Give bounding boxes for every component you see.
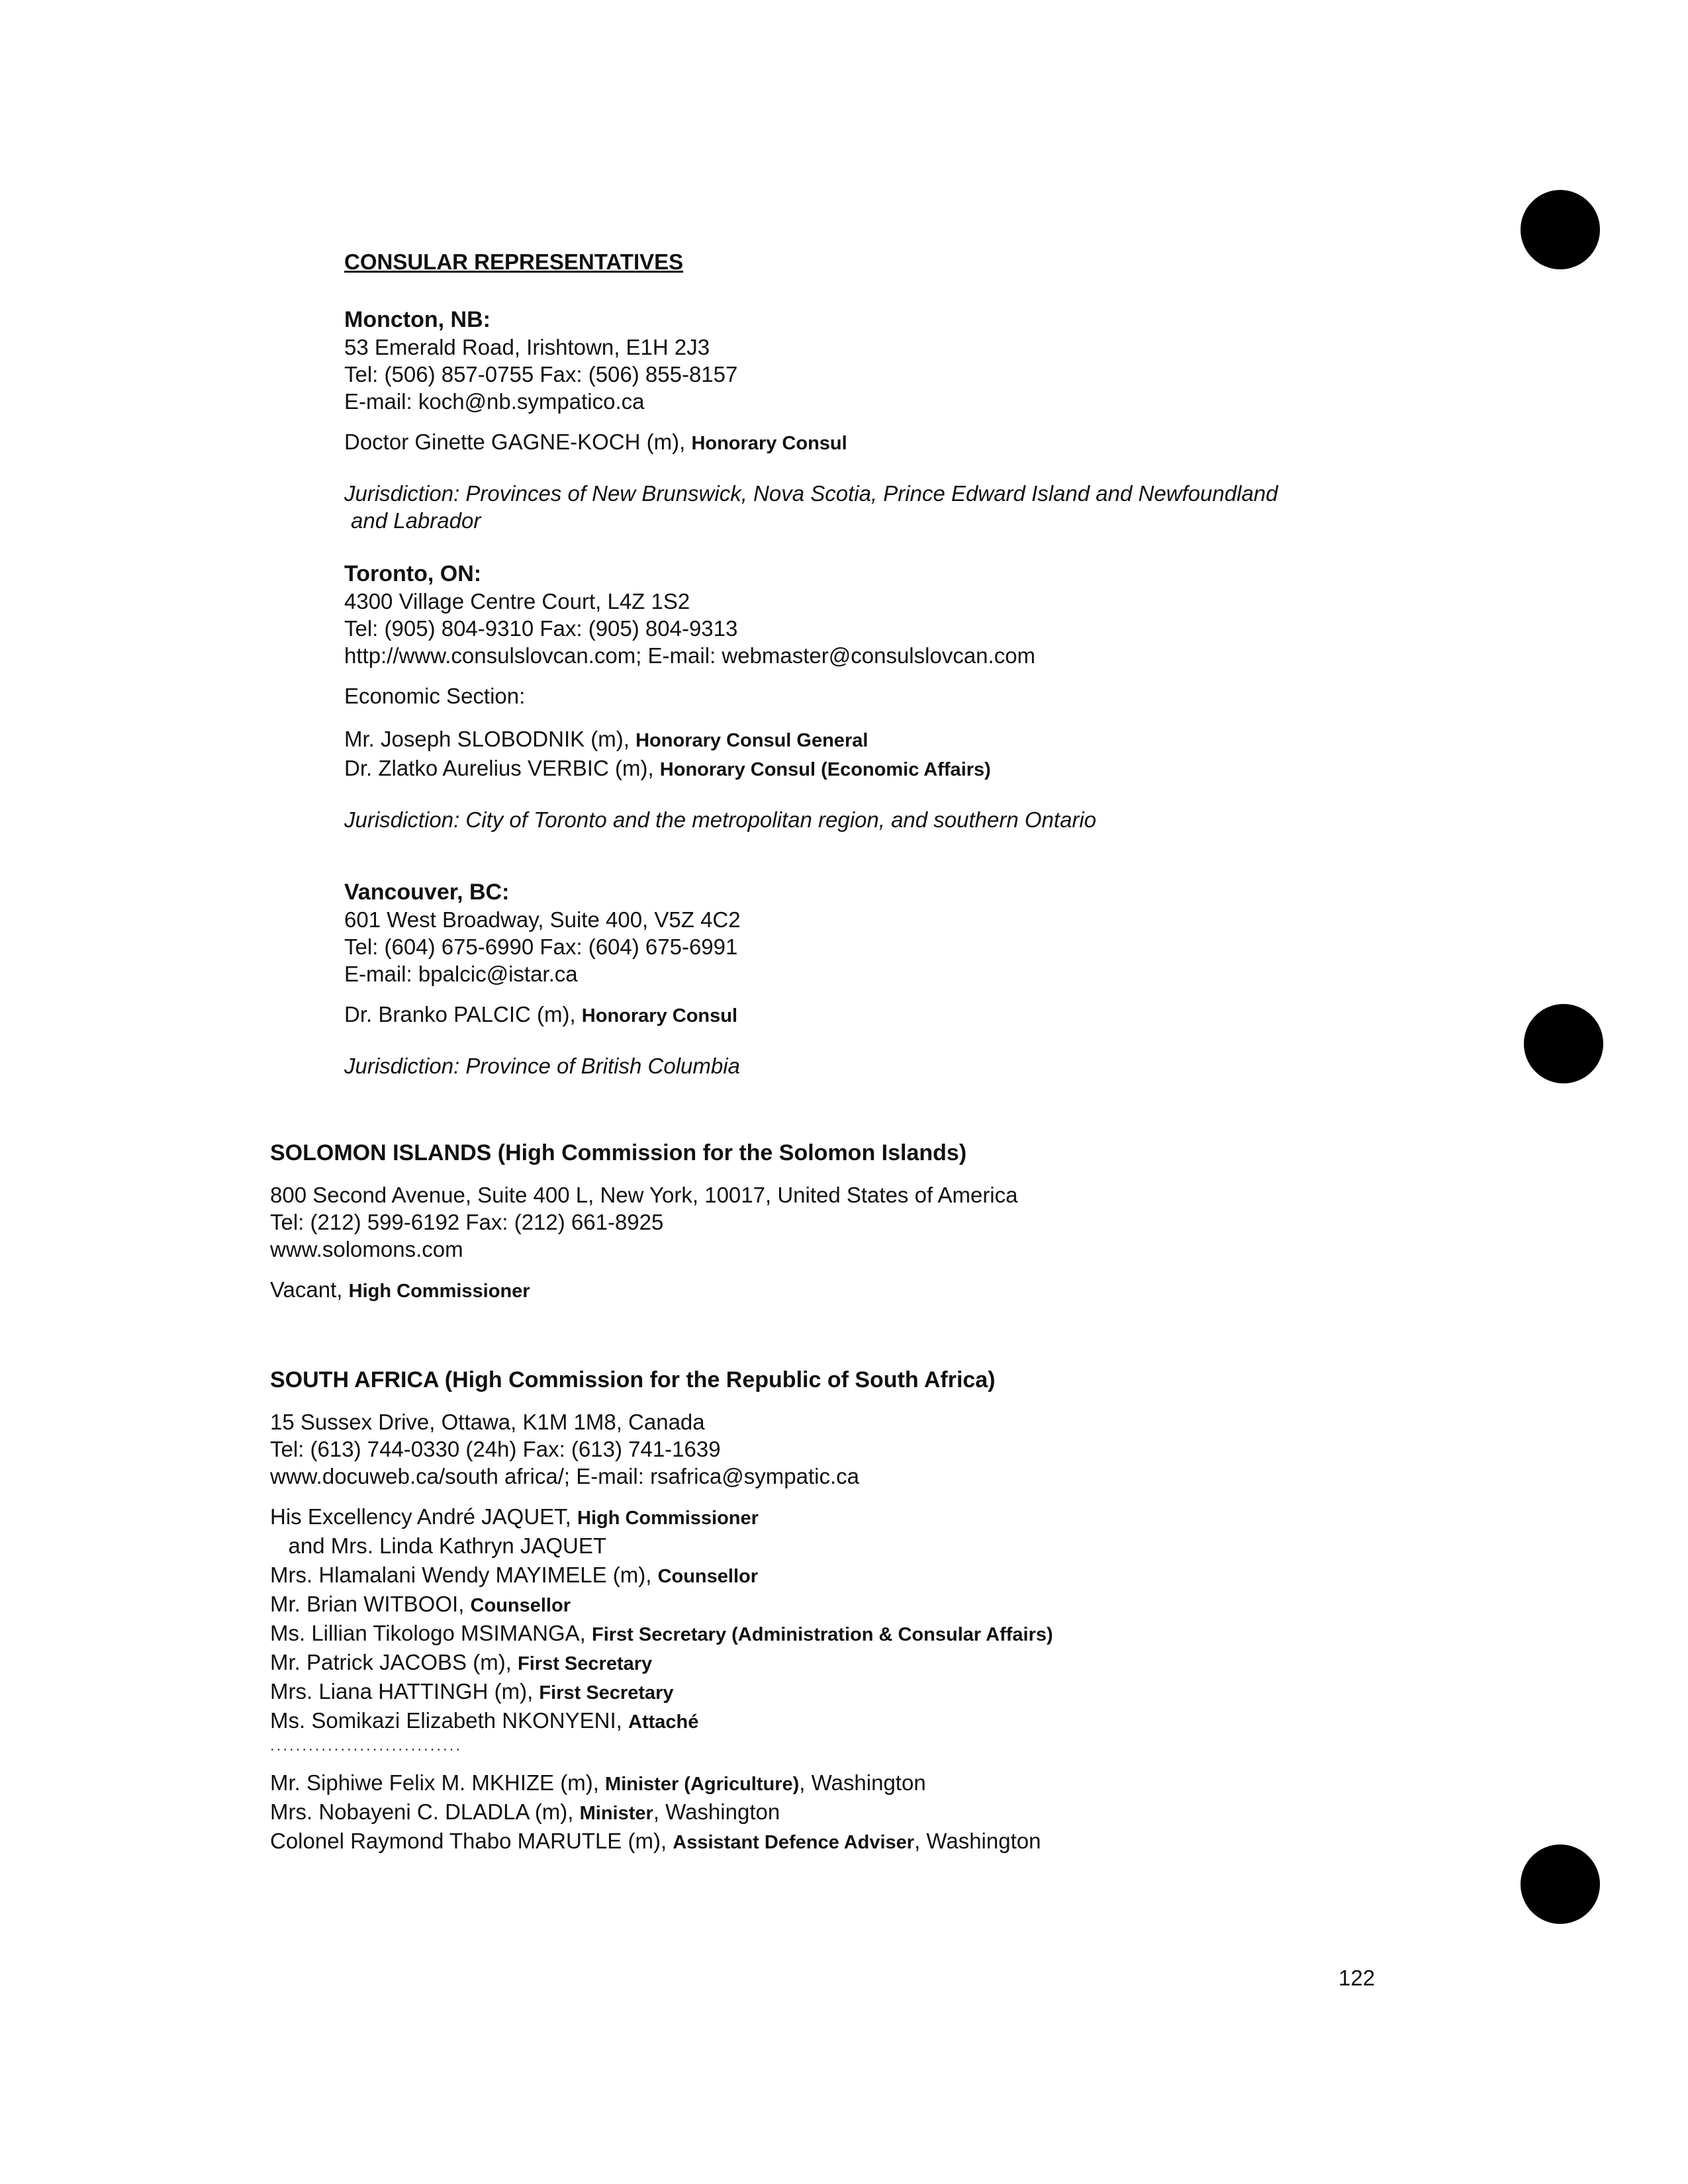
- staff-name: Mr. Joseph SLOBODNIK (m),: [344, 727, 636, 751]
- jurisdiction-line: Jurisdiction: Provinces of New Brunswick, Nova Scotia, Prince Edward Island and Newfoundland: [344, 481, 1278, 506]
- staff-line: [344, 754, 1096, 784]
- consular-section: [344, 248, 683, 276]
- washington-staff-list: [270, 1769, 1053, 1856]
- email-line: E-mail: bpalcic@istar.ca: [344, 962, 578, 986]
- staff-name: Vacant,: [270, 1277, 349, 1302]
- jurisdiction-line: Jurisdiction: Province of British Columbia: [344, 1054, 740, 1078]
- phone-line: Tel: (604) 675-6990 Fax: (604) 675-6991: [344, 934, 738, 959]
- jurisdiction-line: and Labrador: [351, 508, 481, 533]
- country-heading: SOUTH AFRICA (High Commission for the Republic of South Africa): [270, 1367, 996, 1392]
- staff-line: [270, 1619, 1053, 1649]
- staff-title: Counsellor: [470, 1595, 571, 1616]
- city-heading: Moncton, NB:: [344, 307, 491, 332]
- staff-title: Counsellor: [657, 1566, 759, 1587]
- staff-name: Mr. Patrick JACOBS (m),: [270, 1650, 518, 1674]
- staff-title: High Commissioner: [577, 1508, 759, 1529]
- staff-list: [270, 1503, 1053, 1736]
- address-line: 4300 Village Centre Court, L4Z 1S2: [344, 589, 690, 614]
- staff-name: Colonel Raymond Thabo MARUTLE (m),: [270, 1829, 673, 1853]
- staff-line: [344, 428, 1278, 457]
- toronto-entry: [344, 561, 1096, 833]
- staff-name: and Mrs. Linda Kathryn JAQUET: [270, 1533, 607, 1558]
- staff-title: First Secretary: [539, 1682, 674, 1704]
- staff-title: Honorary Consul: [581, 1005, 738, 1026]
- address-line: 601 West Broadway, Suite 400, V5Z 4C2: [344, 907, 741, 932]
- page-number: 122: [1338, 1966, 1376, 1990]
- staff-line: [270, 1276, 1018, 1305]
- staff-line: [270, 1798, 1053, 1827]
- section-label: Economic Section:: [344, 684, 526, 708]
- staff-line: [270, 1561, 1053, 1590]
- staff-title: Honorary Consul: [691, 433, 847, 454]
- city-heading: Toronto, ON:: [344, 561, 482, 586]
- staff-title: Honorary Consul General: [635, 730, 868, 751]
- staff-location: , Washington: [799, 1770, 926, 1795]
- staff-line: [270, 1532, 1053, 1561]
- staff-line: [270, 1503, 1053, 1532]
- staff-name: Mrs. Liana HATTINGH (m),: [270, 1679, 539, 1704]
- staff-name: Ms. Lillian Tikologo MSIMANGA,: [270, 1621, 592, 1645]
- staff-title: Minister (Agriculture): [605, 1774, 800, 1795]
- staff-name: Mr. Brian WITBOOI,: [270, 1592, 471, 1616]
- staff-title: Assistant Defence Adviser: [673, 1832, 915, 1853]
- staff-name: Dr. Zlatko Aurelius VERBIC (m),: [344, 756, 660, 780]
- phone-line: Tel: (506) 857-0755 Fax: (506) 855-8157: [344, 362, 738, 387]
- staff-title: Honorary Consul (Economic Affairs): [659, 759, 991, 780]
- staff-title: Attaché: [628, 1711, 699, 1733]
- jurisdiction-line: Jurisdiction: City of Toronto and the metropolitan region, and southern Ontario: [344, 807, 1097, 832]
- web-line: www.docuweb.ca/south africa/; E-mail: rsafrica@sympatic.ca: [270, 1464, 859, 1488]
- email-line: E-mail: koch@nb.sympatico.ca: [344, 389, 645, 414]
- staff-name: Mrs. Nobayeni C. DLADLA (m),: [270, 1799, 580, 1824]
- staff-title: First Secretary (Administration & Consular Affairs): [591, 1624, 1053, 1645]
- staff-location: , Washington: [653, 1799, 780, 1824]
- address-line: 15 Sussex Drive, Ottawa, K1M 1M8, Canada: [270, 1410, 705, 1434]
- staff-location: , Washington: [914, 1829, 1041, 1853]
- staff-line: [270, 1678, 1053, 1707]
- staff-line: [270, 1827, 1053, 1856]
- solomon-entry: [270, 1139, 1018, 1305]
- city-heading: Vancouver, BC:: [344, 880, 510, 905]
- staff-name: Mrs. Hlamalani Wendy MAYIMELE (m),: [270, 1563, 658, 1587]
- staff-name: Mr. Siphiwe Felix M. MKHIZE (m),: [270, 1770, 606, 1795]
- consular-title: CONSULAR REPRESENTATIVES: [344, 250, 684, 274]
- moncton-entry: [344, 306, 1278, 534]
- address-line: 53 Emerald Road, Irishtown, E1H 2J3: [344, 335, 710, 359]
- staff-name: Ms. Somikazi Elizabeth NKONYENI,: [270, 1708, 628, 1733]
- staff-line: [344, 725, 1096, 754]
- address-line: 800 Second Avenue, Suite 400 L, New York, 10017, United States of America: [270, 1183, 1018, 1207]
- staff-line: [344, 1001, 741, 1030]
- web-line: http://www.consulslovcan.com; E-mail: webmaster@consulslovcan.com: [344, 643, 1036, 668]
- staff-line: [270, 1590, 1053, 1619]
- web-line: www.solomons.com: [270, 1237, 463, 1261]
- staff-name: His Excellency André JAQUET,: [270, 1504, 577, 1529]
- staff-name: Dr. Branko PALCIC (m),: [344, 1002, 582, 1026]
- phone-line: Tel: (905) 804-9310 Fax: (905) 804-9313: [344, 616, 738, 641]
- staff-title: First Secretary: [518, 1653, 653, 1674]
- separator: ..............................: [270, 1737, 463, 1754]
- staff-name: Doctor Ginette GAGNE-KOCH (m),: [344, 430, 692, 454]
- phone-line: Tel: (613) 744-0330 (24h) Fax: (613) 741-1639: [270, 1437, 721, 1461]
- staff-title: High Commissioner: [348, 1281, 530, 1302]
- country-heading: SOLOMON ISLANDS (High Commission for the Solomon Islands): [270, 1140, 967, 1165]
- vancouver-entry: [344, 879, 741, 1079]
- staff-line: [270, 1649, 1053, 1678]
- phone-line: Tel: (212) 599-6192 Fax: (212) 661-8925: [270, 1210, 664, 1234]
- staff-line: [270, 1707, 1053, 1736]
- south-africa-entry: [270, 1366, 1053, 1856]
- staff-title: Minister: [579, 1803, 653, 1824]
- staff-line: [270, 1769, 1053, 1798]
